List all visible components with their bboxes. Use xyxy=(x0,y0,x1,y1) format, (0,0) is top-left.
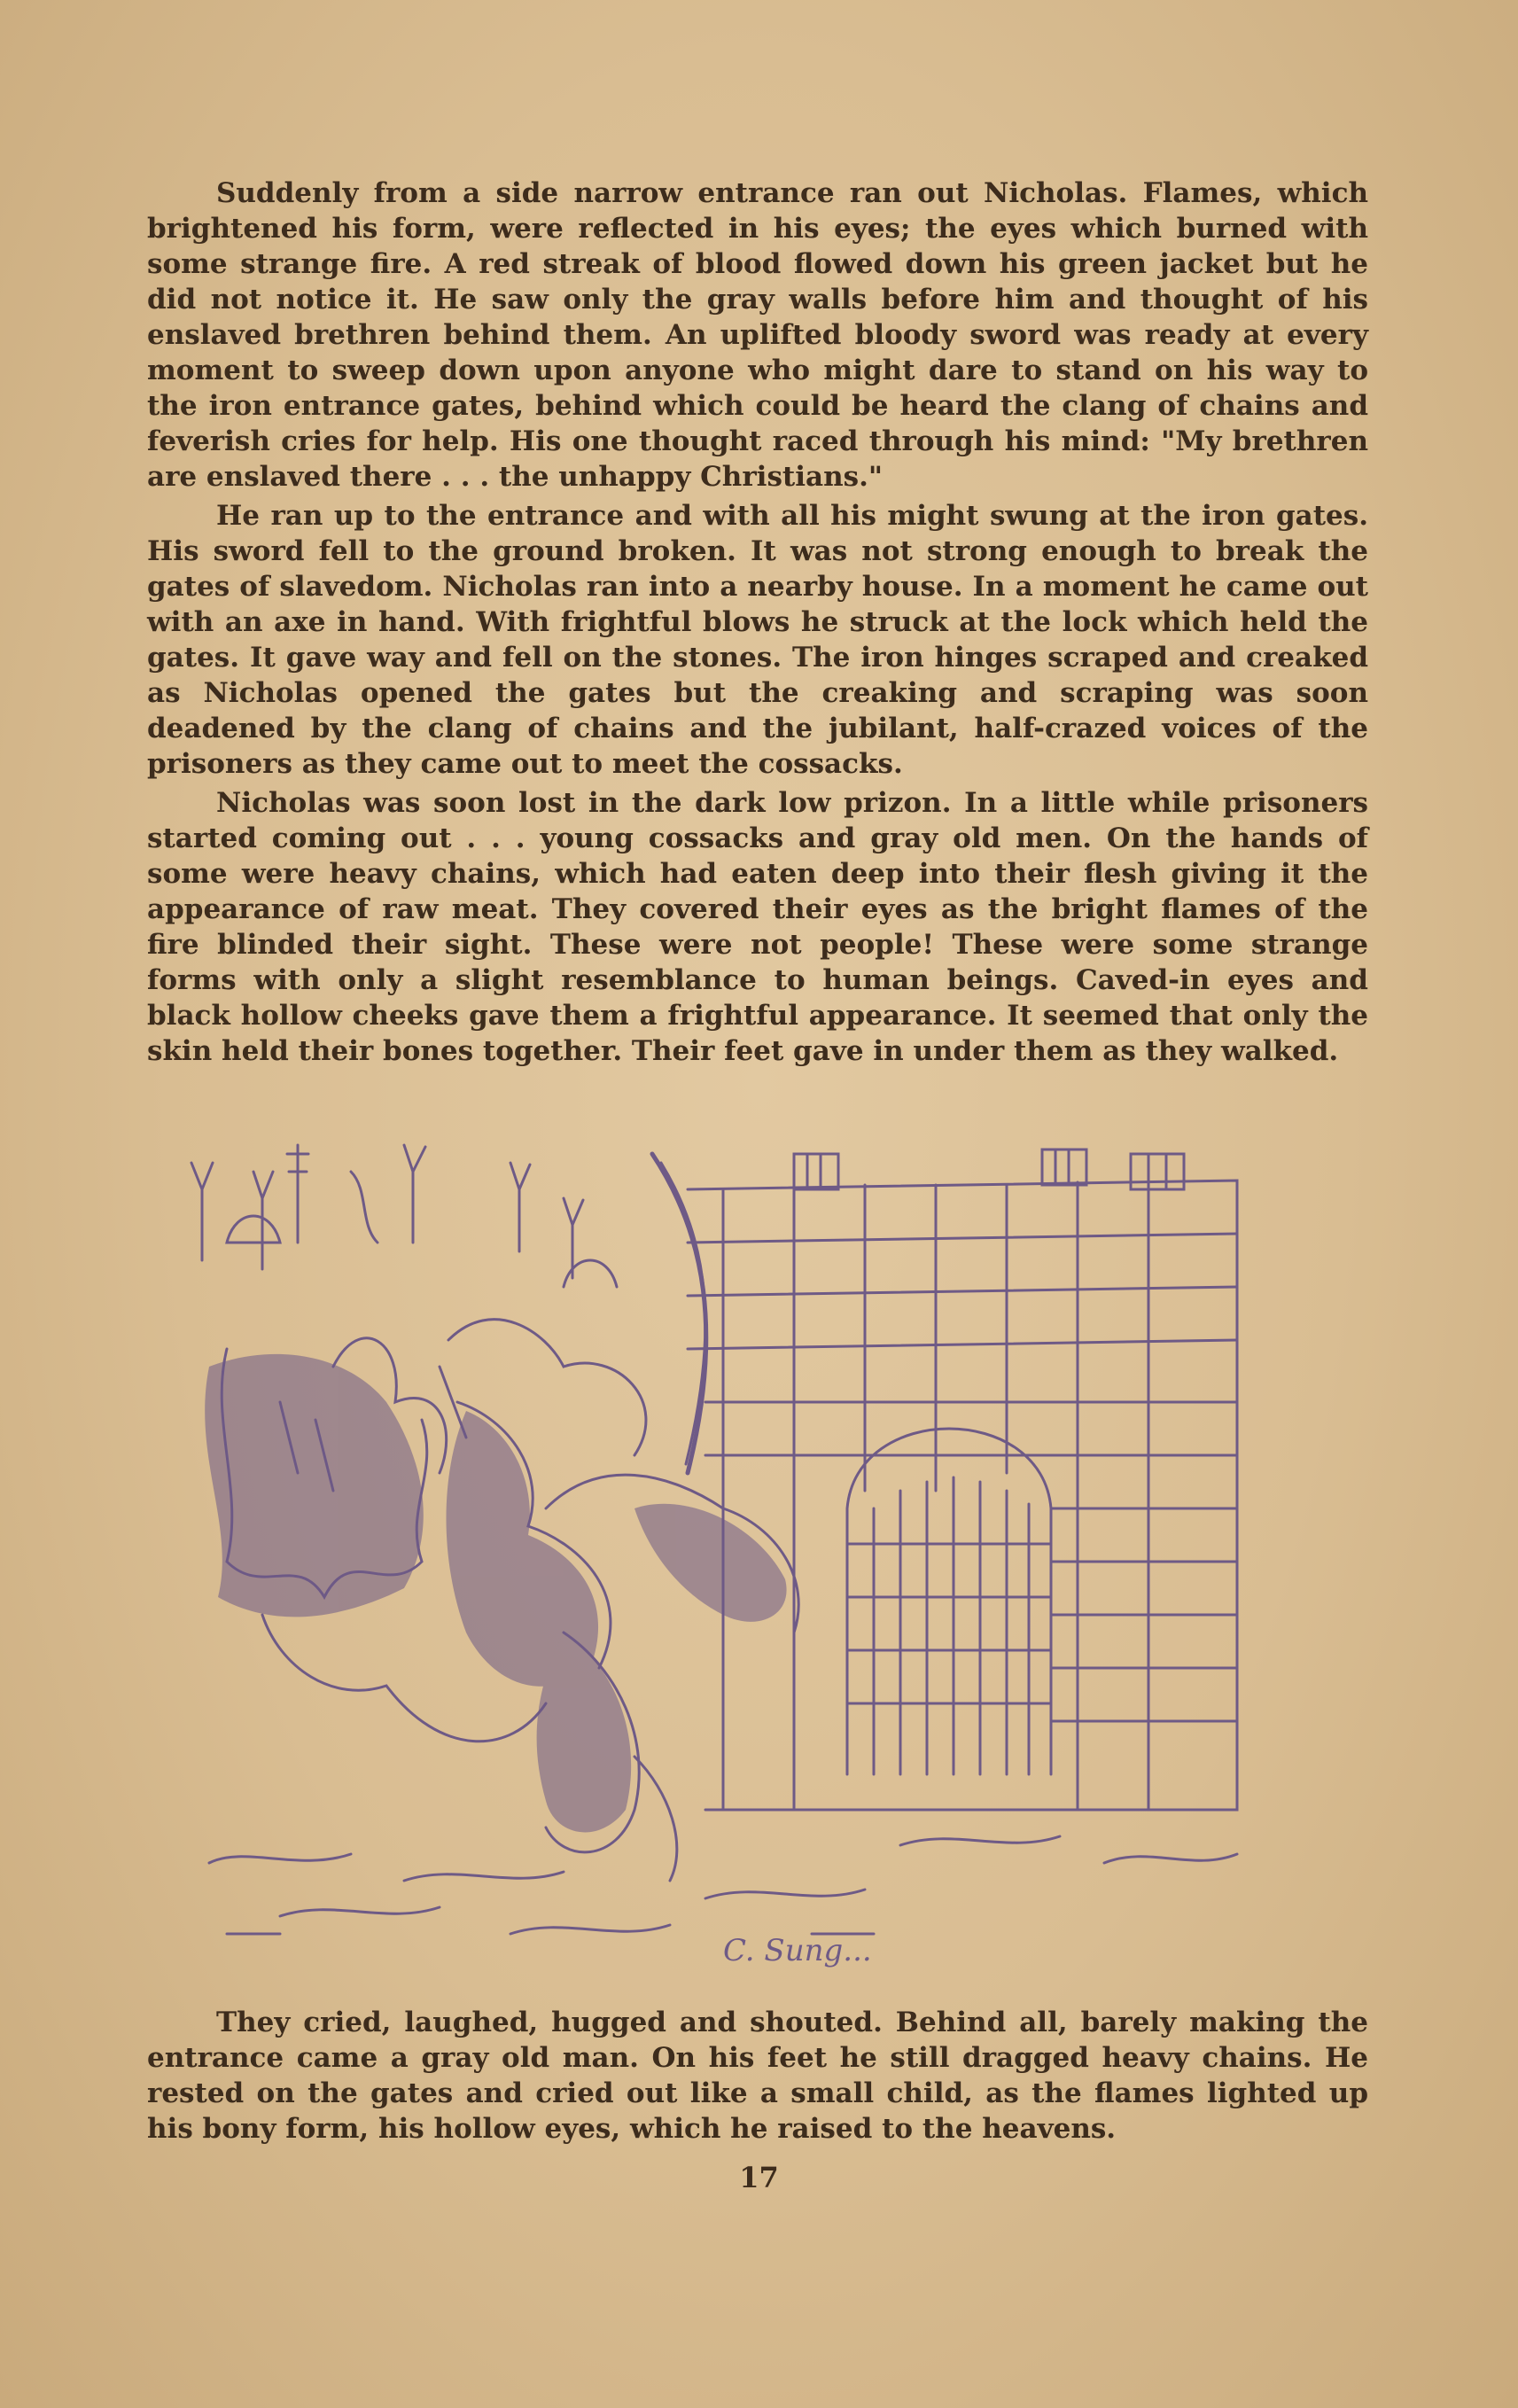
illustration-signature: C. Sung... xyxy=(723,1933,872,1968)
paragraph-2: He ran up to the entrance and with all his might swung at the iron gates. His sword fell to the ground broken. It was not strong enough to break the gates of slavedom. Nicholas ran into a nearby house. In a moment he came out with an axe in hand. With frightful blows he struck at the lock which held the gates. It gave way and fell on the stones. The iron hinges scraped and creaked as Nicholas opened the gates but the creaking and scraping was soon deadened by the clang of chains and the jubilant, half-crazed voices of the prisoners as they came out to meet the cossacks. xyxy=(147,500,1368,780)
ink-illustration xyxy=(174,1136,1343,1987)
body-text-upper xyxy=(147,175,1368,1072)
paragraph-3: Nicholas was soon lost in the dark low prizon. In a little while prisoners started coming out . . . young cossacks and gray old men. On the hands of some were heavy chains, which had eaten deep into their flesh giving it the appearance of raw meat. They covered their eyes as the bright flames of the fire blinded their sight. These were not people! These were some strange forms with only a slight resemblance to human beings. Caved-in eyes and black hollow cheeks gave them a frightful appearance. It seemed that only the skin held their bones together. Their feet gave in under them as they walked. xyxy=(147,787,1368,1067)
paragraph-1: Suddenly from a side narrow entrance ran out Nicholas. Flames, which brightened his form, were reflected in his eyes; the eyes which burned with some strange fire. A red streak of blood flowed down his green jacket but he did not notice it. He saw only the gray walls before him and thought of his enslaved brethren behind them. An uplifted bloody sword was ready at every moment to sweep down upon anyone who might dare to stand on his way to the iron entrance gates, behind which could be heard the clang of chains and feverish cries for help. His one thought raced through his mind: "My brethren are enslaved there . . . the unhappy Christians." xyxy=(147,177,1368,493)
page-number: 17 xyxy=(739,2161,779,2194)
illustration-drawing xyxy=(174,1136,1343,1987)
body-text-lower xyxy=(147,2005,1368,2150)
paragraph-4: They cried, laughed, hugged and shouted. Behind all, barely making the entrance came a gray old man. On his feet he still dragged heavy chains. He rested on the gates and cried out like a small child, as the flames lighted up his bony form, his hollow eyes, which he raised to the heavens. xyxy=(147,2007,1368,2145)
